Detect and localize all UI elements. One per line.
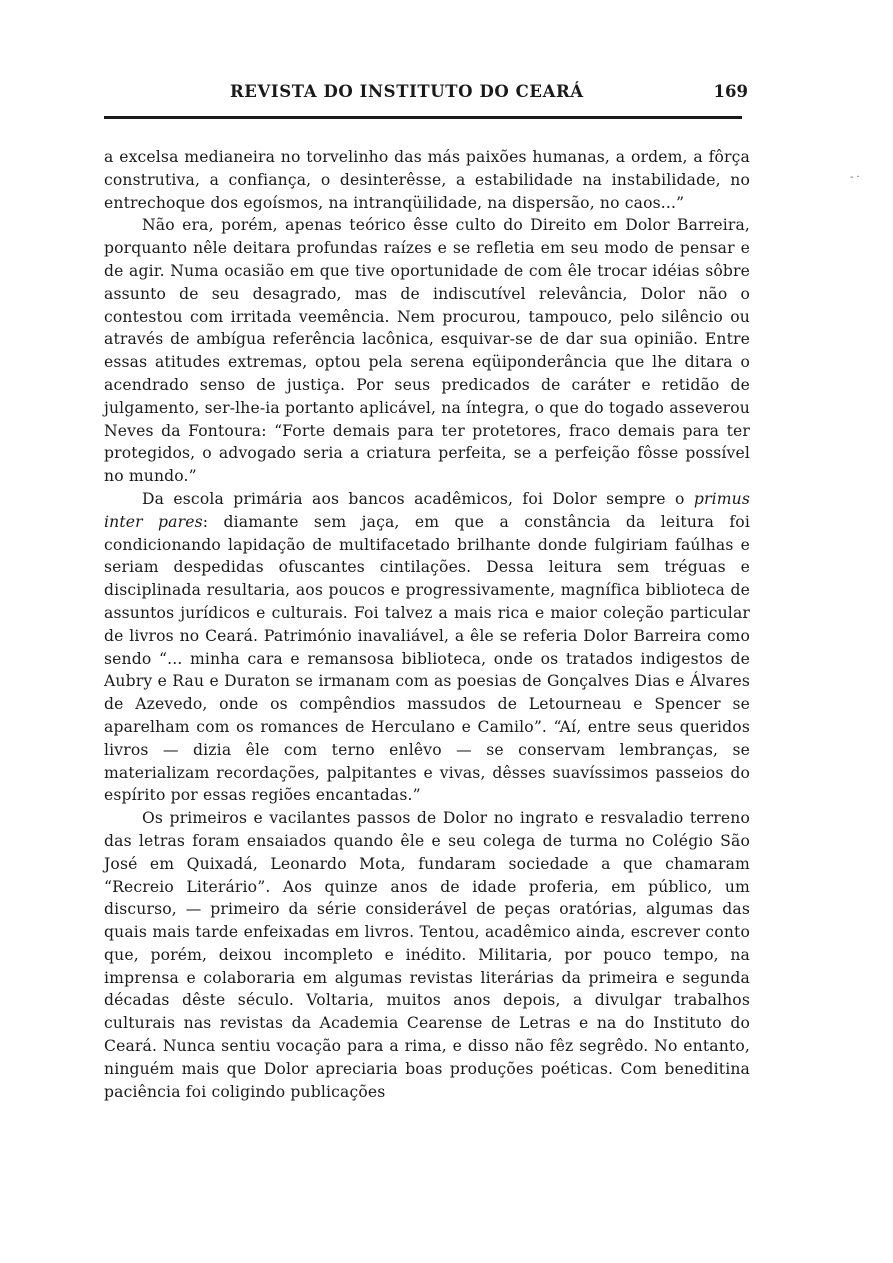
page-number: 169 [713,82,748,101]
paragraph-3-lead: Da escola primária aos bancos acadêmicos, foi Dolor sempre o [142,489,685,508]
text-body [104,146,750,1103]
paragraph-3-rest: : diamante sem jaça, em que a constância da leitura foi condicionando lapidação de multifacetado brilhante donde fulgiriam faúlhas e seriam despedidas ofuscantes cintilações. Dessa leitura sem tréguas e disciplinada resultaria, aos poucos e progressivamente, magnífica biblioteca de assuntos jurídicos e culturais. Foi talvez a mais rica e maior coleção particular de livros no Ceará. Património inavaliável, a êle se referia Dolor Barreira como sendo “... minha cara e remansosa biblioteca, onde os tratados indigestos de Aubry e Rau e Duraton se irmanam com as poesias de Gonçalves Dias e Álvares de Azevedo, onde os compêndios massudos de Letourneau e Spencer se aparelham com os romances de Herculano e Camilo”. “Aí, entre seus queridos livros — dizia êle com terno enlêvo — se conservam lembranças, se materializam recordações, palpitantes e vivas, dêsses suavíssimos passeios do espírito por essas regiões encantadas.” [104,512,750,805]
page-header [104,82,748,112]
paragraph-2: Não era, porém, apenas teórico êsse culto do Direito em Dolor Barreira, porquanto nêle deitara profundas raízes e se refletia em seu modo de pensar e de agir. Numa ocasião em que tive oportunidade de com êle trocar idéias sôbre assunto de seu desagrado, mas de indiscutível relevância, Dolor não o contestou com irritada veemência. Nem procurou, tampouco, pelo silêncio ou através de ambígua referência lacônica, esquivar-se de dar sua opinião. Entre essas atitudes extremas, optou pela serena eqüiponderância que lhe ditara o acendrado senso de justiça. Por seus predicados de caráter e retidão de julgamento, ser-lhe-ia portanto aplicável, na íntegra, o que do togado asseverou Neves da Fontoura: “Forte demais para ter protetores, fraco demais para ter protegidos, o advogado seria a criatura perfeita, se a perfeição fôsse possível no mundo.” [104,216,750,486]
running-title: REVISTA DO INSTITUTO DO CEARÁ [230,82,584,101]
stray-mark: - · [850,172,860,183]
paragraph-4: Os primeiros e vacilantes passos de Dolor no ingrato e resvaladio terreno das letras foram ensaiados quando êle e seu colega de turma no Colégio São José em Quixadá, Leonardo Mota, fundaram sociedade a que chamaram “Recreio Literário”. Aos quinze anos de idade proferia, em público, um discurso, — primeiro da série considerável de peças oratórias, algumas das quais mais tarde enfeixadas em livros. Tentou, acadêmico ainda, escrever conto que, porém, deixou incompleto e inédito. Militaria, por pouco tempo, na imprensa e colaboraria em algumas revistas literárias da primeira e segunda décadas dêste século. Voltaria, muitos anos depois, a divulgar trabalhos culturais nas revistas da Academia Cearense de Letras e na do Instituto do Ceará. Nunca sentiu vocação para a rima, e disso não fêz segrêdo. No entanto, ninguém mais que Dolor apreciaria boas produções poéticas. Com beneditina paciência foi coligindo publicações [104,809,750,1101]
paragraph-1: a excelsa medianeira no torvelinho das más paixões humanas, a ordem, a fôrça construtiva, a confiança, o desinterêsse, a estabilidade na instabilidade, no entrechoque dos egoísmos, na intranqüilidade, na dispersão, no caos...” [104,148,750,212]
paragraph-3 [104,488,750,807]
latin-phrase: primus inter pares [104,489,750,531]
header-rule [104,116,742,119]
